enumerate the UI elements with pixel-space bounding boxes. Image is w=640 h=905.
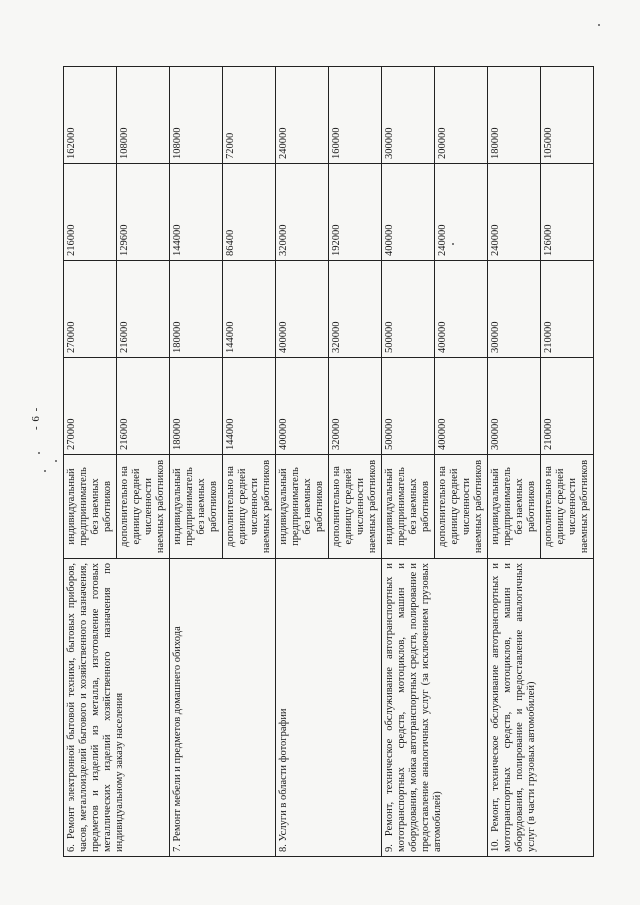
- value-cell: 240000: [435, 164, 488, 261]
- value-cell: 144000: [223, 261, 276, 358]
- scan-speck: [38, 452, 40, 454]
- table-row: [276, 67, 329, 857]
- category-cell: дополнительно на единицу средней численности наемных работников: [329, 455, 382, 559]
- category-cell: дополнительно на единицу средней численности наемных работников: [117, 455, 170, 559]
- category-cell: индивидуальный предприниматель без наемных работников: [64, 455, 117, 559]
- value-cell: 240000: [488, 164, 541, 261]
- value-cell: 162000: [64, 67, 117, 164]
- value-cell: 129600: [117, 164, 170, 261]
- value-cell: 400000: [276, 358, 329, 455]
- value-cell: 240000: [276, 67, 329, 164]
- value-cell: 180000: [170, 261, 223, 358]
- table-row: [382, 67, 435, 857]
- value-cell: 270000: [64, 261, 117, 358]
- value-cell: 126000: [541, 164, 594, 261]
- value-cell: 300000: [488, 358, 541, 455]
- value-cell: 192000: [329, 164, 382, 261]
- value-cell: 180000: [488, 67, 541, 164]
- value-cell: 320000: [329, 358, 382, 455]
- value-cell: 320000: [329, 261, 382, 358]
- value-cell: 400000: [382, 164, 435, 261]
- scan-speck: [44, 470, 46, 472]
- category-cell: индивидуальный предприниматель без наемных работников: [488, 455, 541, 559]
- category-cell: индивидуальный предприниматель без наемных работников: [170, 455, 223, 559]
- value-cell: 300000: [382, 67, 435, 164]
- value-cell: 210000: [541, 261, 594, 358]
- rotated-table-wrapper: [63, 67, 590, 857]
- category-cell: индивидуальный предприниматель без наемных работников: [276, 455, 329, 559]
- tariff-table: [63, 66, 594, 857]
- value-cell: 86400: [223, 164, 276, 261]
- value-cell: 160000: [329, 67, 382, 164]
- service-name: 8. Услуги в области фотографии: [276, 559, 382, 857]
- scan-speck: [598, 24, 600, 26]
- table-row: [64, 67, 117, 857]
- category-cell: дополнительно на единицу средней численности наемных работников: [223, 455, 276, 559]
- value-cell: 400000: [276, 261, 329, 358]
- value-cell: 270000: [64, 358, 117, 455]
- table-row: [488, 67, 541, 857]
- value-cell: 500000: [382, 261, 435, 358]
- service-name: 9. Ремонт, техническое обслуживание автотранспортных и мототранспортных средств, мотоциклов, машин и оборудования, мойка автотранспортных средств, полирование и предоставление аналогичных услуг (за исключением грузовых автомобилей): [382, 559, 488, 857]
- value-cell: 144000: [170, 164, 223, 261]
- category-cell: индивидуальный предприниматель без наемных работников: [382, 455, 435, 559]
- value-cell: 144000: [223, 358, 276, 455]
- table-row: [170, 67, 223, 857]
- service-name: 10. Ремонт, техническое обслуживание автотранспортных и мототранспортных средств, мотоциклов, машин и оборудования, полирование и предоставление аналогичных услуг (в части грузовых автомобилей): [488, 559, 594, 857]
- value-cell: 108000: [117, 67, 170, 164]
- value-cell: 216000: [117, 261, 170, 358]
- page-number: - 6 -: [30, 406, 42, 430]
- value-cell: 72000: [223, 67, 276, 164]
- value-cell: 320000: [276, 164, 329, 261]
- category-cell: дополнительно на единицу средней численности наемных работников: [541, 455, 594, 559]
- value-cell: 216000: [117, 358, 170, 455]
- category-cell: дополнительно на единицу средней численности наемных работников: [435, 455, 488, 559]
- value-cell: 180000: [170, 358, 223, 455]
- service-name: 6. Ремонт электронной бытовой техники, бытовых приборов, часов, металлоизделий бытового и хозяйственного назначения, предметов и изделий из металла, изготовление готовых металлических изделий хозяйственного назначения по индивидуальному заказу населения: [64, 559, 170, 857]
- value-cell: 108000: [170, 67, 223, 164]
- value-cell: 400000: [435, 358, 488, 455]
- value-cell: 300000: [488, 261, 541, 358]
- value-cell: 400000: [435, 261, 488, 358]
- value-cell: 216000: [64, 164, 117, 261]
- value-cell: 210000: [541, 358, 594, 455]
- scan-speck: [55, 460, 57, 462]
- value-cell: 500000: [382, 358, 435, 455]
- service-name: 7. Ремонт мебели и предметов домашнего обихода: [170, 559, 276, 857]
- value-cell: 200000: [435, 67, 488, 164]
- value-cell: 105000: [541, 67, 594, 164]
